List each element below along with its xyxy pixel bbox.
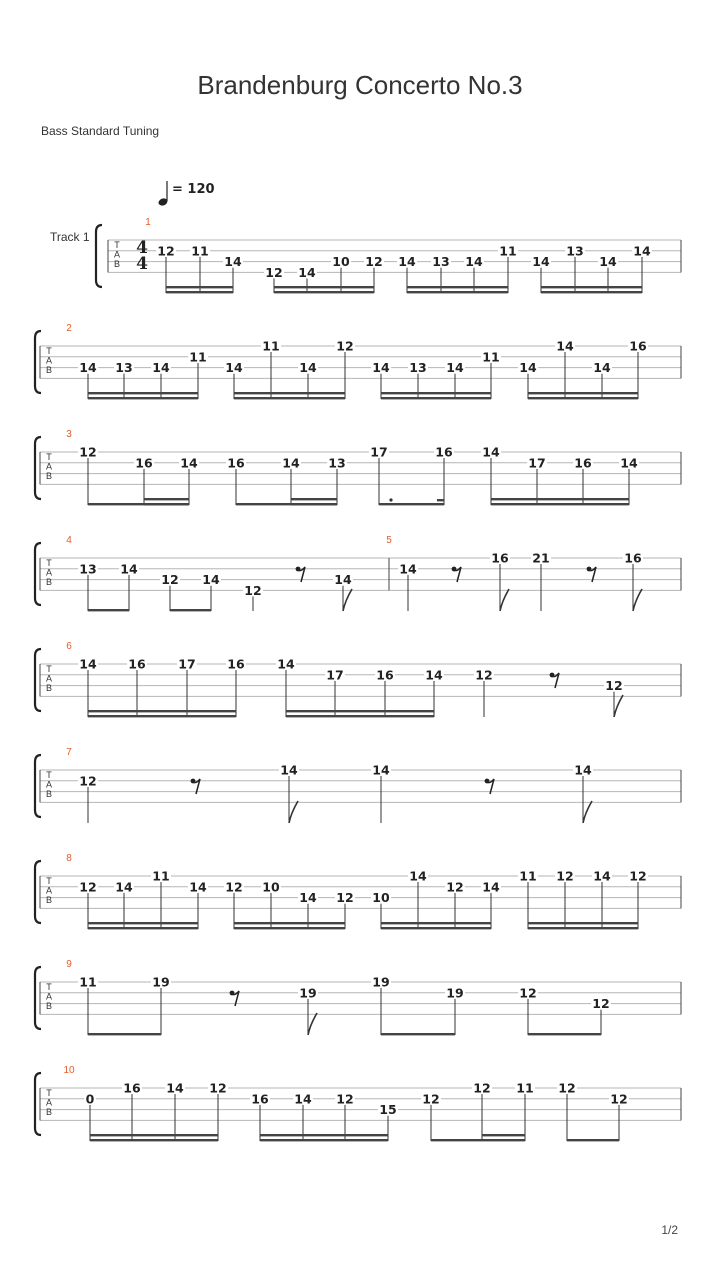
- fret-number: 14: [399, 561, 417, 577]
- beam: [88, 715, 236, 717]
- tab-clef-letter: B: [45, 1107, 53, 1117]
- fret-number: 12: [605, 678, 623, 694]
- time-signature-bottom: 4: [136, 254, 148, 274]
- fret-number: 17: [528, 455, 546, 471]
- fret-number: 16: [135, 455, 153, 471]
- tab-clef-letter: T: [46, 452, 52, 462]
- tab-clef-letter: A: [45, 991, 53, 1002]
- measure-number: 1: [145, 217, 151, 228]
- tab-clef-letter: T: [46, 664, 52, 674]
- beam: [88, 397, 198, 399]
- fret-number: 16: [629, 338, 647, 354]
- fret-number: 12: [519, 985, 537, 1001]
- fret-number: 13: [115, 360, 133, 376]
- fret-number: 14: [593, 360, 611, 376]
- fret-number: 11: [152, 868, 170, 884]
- time-signature-top: 4: [136, 238, 148, 258]
- fret-number: 12: [336, 890, 354, 906]
- fret-number: 10: [332, 254, 350, 270]
- beam: [528, 397, 638, 399]
- beam: [407, 286, 508, 288]
- tab-clef-letter: T: [46, 558, 52, 568]
- fret-number: 12: [558, 1080, 576, 1096]
- beam: [528, 927, 638, 929]
- fret-number: 14: [152, 360, 170, 376]
- tab-clef-letter: A: [45, 1097, 53, 1108]
- fret-number: 14: [409, 868, 427, 884]
- fret-number: 11: [499, 243, 517, 259]
- fret-number: 14: [115, 879, 133, 895]
- beam: [379, 503, 444, 505]
- fret-number: 14: [465, 254, 483, 270]
- fret-number: 14: [202, 572, 220, 588]
- fret-number: 16: [491, 550, 509, 566]
- fret-number: 16: [123, 1080, 141, 1096]
- tab-clef-letter: A: [45, 885, 53, 896]
- tab-clef-letter: A: [113, 249, 121, 260]
- beam: [166, 291, 233, 293]
- tuning-label: Bass Standard Tuning: [41, 124, 160, 138]
- fret-number: 16: [251, 1091, 269, 1107]
- beam: [482, 1134, 525, 1136]
- fret-number: 12: [592, 996, 610, 1012]
- beam: [88, 927, 198, 929]
- beam: [286, 715, 434, 717]
- fret-number: 14: [633, 243, 651, 259]
- fret-number: 14: [277, 656, 295, 672]
- tab-clef-letter: T: [46, 346, 52, 356]
- fret-number: 13: [79, 561, 97, 577]
- fret-number: 16: [624, 550, 642, 566]
- page-number: 1/2: [661, 1223, 678, 1237]
- fret-number: 14: [519, 360, 537, 376]
- beam: [234, 922, 345, 924]
- beam: [88, 922, 198, 924]
- fret-number: 12: [336, 338, 354, 354]
- beam: [381, 392, 491, 394]
- beam: [286, 710, 434, 712]
- fret-number: 14: [298, 264, 316, 280]
- beam: [274, 291, 374, 293]
- tab-clef-letter: B: [45, 471, 53, 481]
- beam: [491, 503, 629, 505]
- tab-clef-letter: B: [45, 365, 53, 375]
- fret-number: 14: [482, 879, 500, 895]
- fret-number: 15: [379, 1102, 397, 1118]
- measure-number: 3: [66, 429, 72, 440]
- fret-number: 14: [482, 444, 500, 460]
- fret-number: 13: [432, 254, 450, 270]
- measure-number: 7: [66, 747, 72, 758]
- note-flag: [289, 801, 298, 823]
- fret-number: 11: [79, 974, 97, 990]
- beam: [260, 1134, 388, 1136]
- fret-number: 12: [244, 582, 262, 598]
- measure-number: 6: [66, 641, 72, 652]
- beam: [234, 927, 345, 929]
- measure-number: 9: [66, 959, 72, 970]
- beam: [528, 922, 638, 924]
- fret-number: 16: [435, 444, 453, 460]
- fret-number: 13: [409, 360, 427, 376]
- fret-number: 12: [473, 1080, 491, 1096]
- beam: [381, 1033, 455, 1035]
- fret-number: 16: [574, 455, 592, 471]
- tab-clef-letter: A: [45, 461, 53, 472]
- measure-number: 4: [66, 535, 72, 546]
- beam: [528, 1033, 601, 1035]
- beam: [381, 397, 491, 399]
- fret-number: 14: [224, 254, 242, 270]
- fret-number: 19: [299, 985, 317, 1001]
- fret-number: 17: [178, 656, 196, 672]
- beam: [541, 291, 642, 293]
- fret-number: 19: [152, 974, 170, 990]
- fret-number: 13: [328, 455, 346, 471]
- tab-clef-letter: A: [45, 779, 53, 790]
- fret-number: 14: [180, 455, 198, 471]
- note-flag: [343, 589, 352, 611]
- fret-number: 12: [79, 879, 97, 895]
- fret-number: 14: [120, 561, 138, 577]
- track-label: Track 1: [50, 230, 90, 244]
- beam: [407, 291, 508, 293]
- tab-clef-letter: B: [45, 895, 53, 905]
- fret-number: 12: [336, 1091, 354, 1107]
- fret-number: 12: [157, 243, 175, 259]
- fret-number: 14: [446, 360, 464, 376]
- fret-number: 16: [128, 656, 146, 672]
- fret-number: 12: [556, 868, 574, 884]
- fret-number: 12: [610, 1091, 628, 1107]
- tab-clef-letter: A: [45, 673, 53, 684]
- beam: [381, 922, 491, 924]
- tab-clef-letter: B: [45, 577, 53, 587]
- fret-number: 14: [334, 572, 352, 588]
- measure-number: 10: [63, 1065, 75, 1076]
- note-flag: [633, 589, 642, 611]
- fret-number: 16: [227, 455, 245, 471]
- fret-number: 12: [225, 879, 243, 895]
- beam: [144, 498, 189, 500]
- beam: [90, 1134, 218, 1136]
- fret-number: 12: [475, 667, 493, 683]
- fret-number: 16: [376, 667, 394, 683]
- fret-number: 11: [516, 1080, 534, 1096]
- note-flag: [614, 695, 623, 717]
- tab-clef-letter: T: [46, 1088, 52, 1098]
- beam: [431, 1139, 482, 1141]
- fret-number: 11: [262, 338, 280, 354]
- fret-number: 0: [85, 1091, 95, 1107]
- fret-number: 16: [227, 656, 245, 672]
- beam: [88, 710, 236, 712]
- fret-number: 14: [398, 254, 416, 270]
- fret-number: 14: [189, 879, 207, 895]
- tab-clef-letter: T: [46, 770, 52, 780]
- fret-number: 19: [372, 974, 390, 990]
- fret-number: 14: [532, 254, 550, 270]
- fret-number: 17: [326, 667, 344, 683]
- fret-number: 14: [372, 762, 390, 778]
- fret-number: 14: [299, 890, 317, 906]
- beam: [166, 286, 233, 288]
- tab-clef-letter: B: [45, 683, 53, 693]
- tab-clef-letter: T: [46, 876, 52, 886]
- beam: [88, 392, 198, 394]
- beam: [541, 286, 642, 288]
- fret-number: 14: [294, 1091, 312, 1107]
- fret-number: 14: [556, 338, 574, 354]
- beam: [291, 498, 337, 500]
- beam: [567, 1139, 619, 1141]
- fret-number: 14: [372, 360, 390, 376]
- fret-number: 14: [299, 360, 317, 376]
- fret-number: 12: [629, 868, 647, 884]
- beam: [260, 1139, 388, 1141]
- tab-clef-letter: B: [45, 1001, 53, 1011]
- beam: [482, 1139, 525, 1141]
- fret-number: 14: [620, 455, 638, 471]
- beam: [381, 927, 491, 929]
- fret-number: 12: [422, 1091, 440, 1107]
- fret-number: 11: [482, 349, 500, 365]
- fret-number: 19: [446, 985, 464, 1001]
- beam: [90, 1139, 218, 1141]
- fret-number: 11: [191, 243, 209, 259]
- beam: [170, 609, 211, 611]
- score-title: Brandenburg Concerto No.3: [197, 70, 523, 100]
- tempo-marking: = 120: [172, 182, 215, 197]
- beam: [274, 286, 374, 288]
- fret-number: 14: [593, 868, 611, 884]
- fret-number: 14: [225, 360, 243, 376]
- tab-clef-letter: A: [45, 355, 53, 366]
- beam: [234, 397, 345, 399]
- fret-number: 12: [365, 254, 383, 270]
- fret-number: 12: [209, 1080, 227, 1096]
- fret-number: 10: [262, 879, 280, 895]
- tab-clef-letter: T: [46, 982, 52, 992]
- beam: [291, 503, 337, 505]
- measure-number: 5: [386, 535, 392, 546]
- fret-number: 21: [532, 550, 550, 566]
- beam-stub: [437, 499, 444, 501]
- fret-number: 11: [519, 868, 537, 884]
- tab-clef-letter: B: [113, 259, 121, 269]
- fret-number: 14: [280, 762, 298, 778]
- fret-number: 10: [372, 890, 390, 906]
- fret-number: 14: [79, 656, 97, 672]
- fret-number: 12: [161, 572, 179, 588]
- beam: [144, 503, 189, 505]
- beam: [234, 392, 345, 394]
- beam: [88, 609, 129, 611]
- measure-number: 2: [66, 323, 72, 334]
- measure-number: 8: [66, 853, 72, 864]
- fret-number: 14: [425, 667, 443, 683]
- fret-number: 14: [79, 360, 97, 376]
- fret-number: 11: [189, 349, 207, 365]
- dot: [389, 498, 392, 501]
- beam: [528, 392, 638, 394]
- fret-number: 12: [446, 879, 464, 895]
- note-flag: [500, 589, 509, 611]
- fret-number: 14: [282, 455, 300, 471]
- tab-clef-letter: A: [45, 567, 53, 578]
- tab-clef-letter: T: [114, 240, 120, 250]
- system-brace: [96, 225, 102, 287]
- fret-number: 14: [574, 762, 592, 778]
- fret-number: 14: [599, 254, 617, 270]
- note-flag: [308, 1013, 317, 1035]
- fret-number: 12: [79, 773, 97, 789]
- note-flag: [583, 801, 592, 823]
- fret-number: 17: [370, 444, 388, 460]
- beam: [88, 1033, 161, 1035]
- tab-clef-letter: B: [45, 789, 53, 799]
- fret-number: 13: [566, 243, 584, 259]
- fret-number: 12: [79, 444, 97, 460]
- fret-number: 12: [265, 264, 283, 280]
- beam: [491, 498, 629, 500]
- fret-number: 14: [166, 1080, 184, 1096]
